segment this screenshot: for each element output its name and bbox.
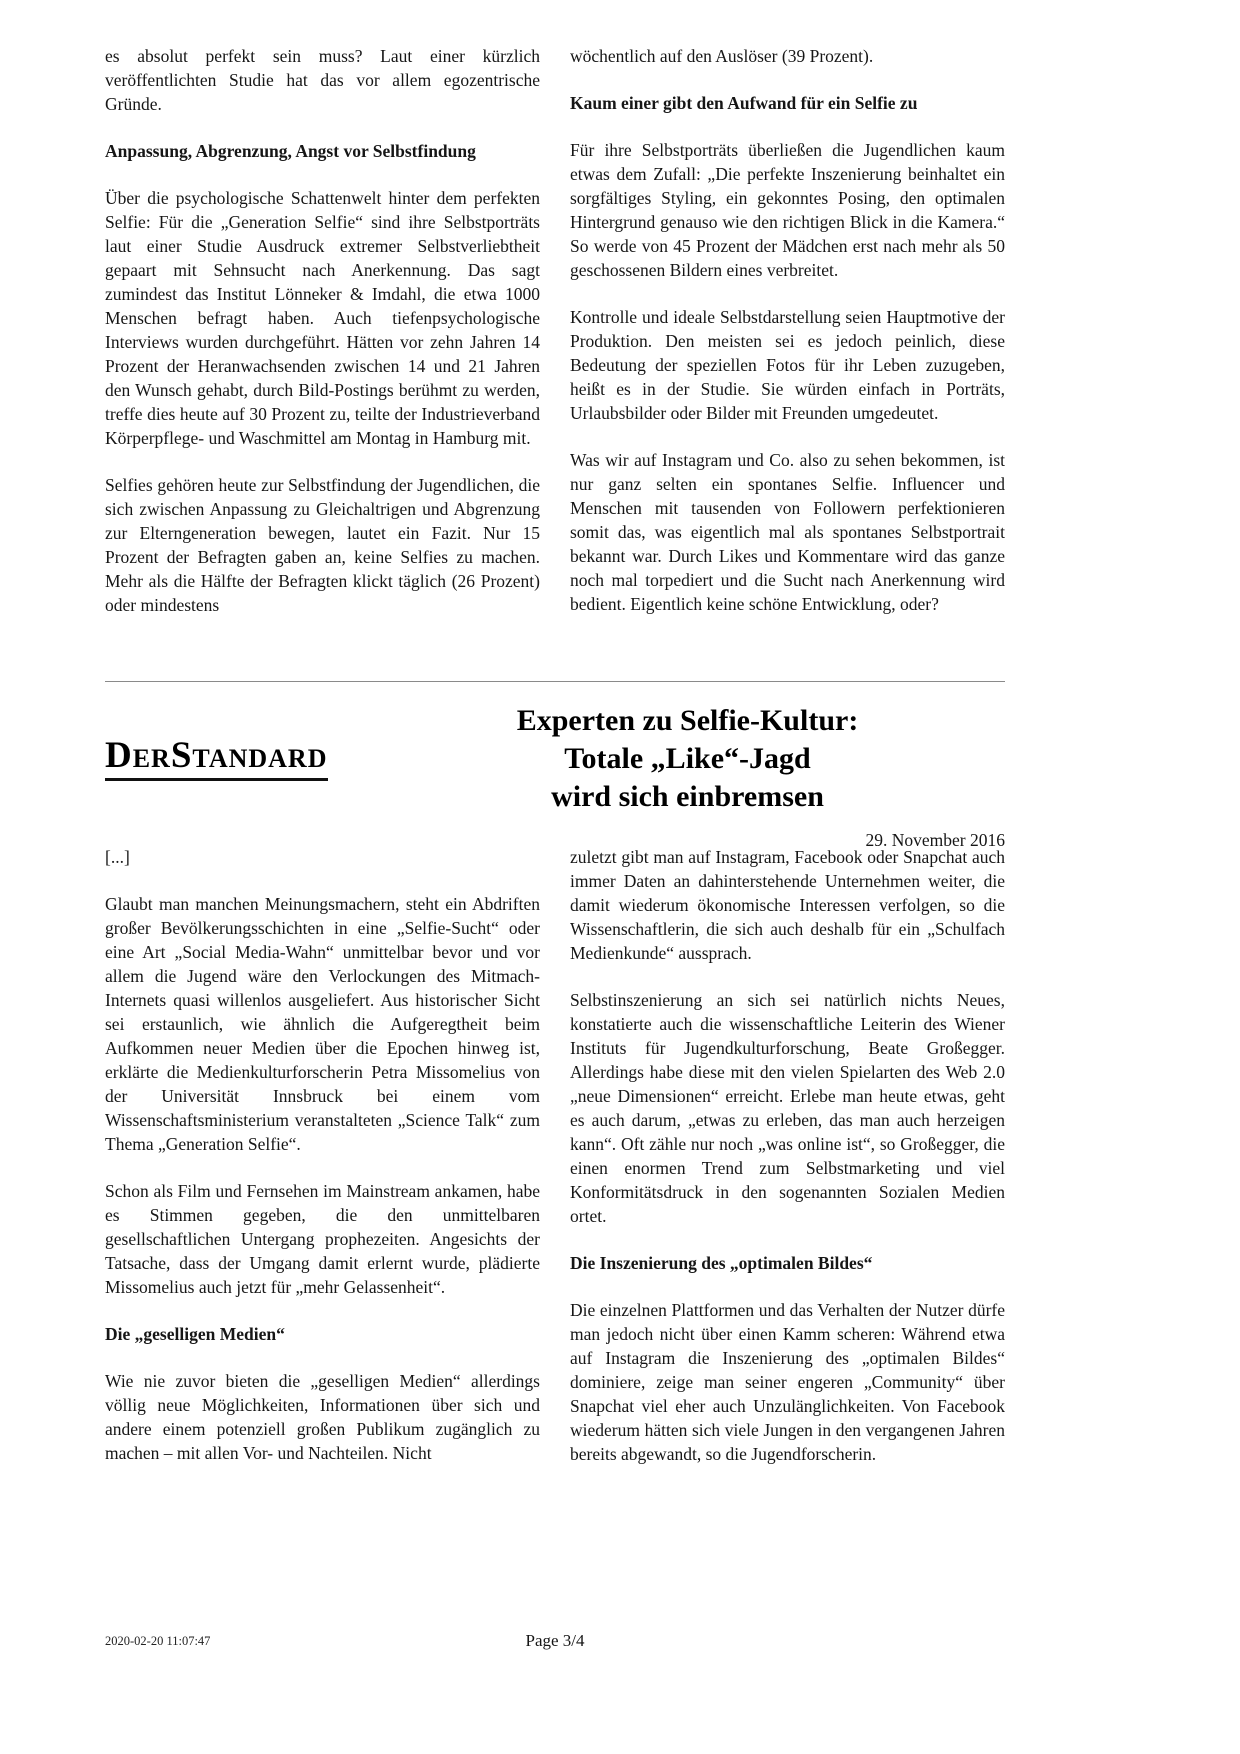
article-date: 29. November 2016: [865, 830, 1005, 850]
paragraph: Kontrolle und ideale Selbstdarstellung seien Hauptmotive der Produktion. Den meisten sei es jedoch peinlich, diese Bedeutung der speziellen Fotos für ihr Leben zuzugeben, heißt es in der Studie. Sie würden einfach in Porträts, Urlaubsbilder oder Bilder mit Freunden umgedeutet.: [570, 307, 1005, 423]
article-1: [105, 44, 1005, 640]
paragraph: wöchentlich auf den Auslöser (39 Prozent).: [570, 46, 874, 66]
article-2-header-row: [105, 702, 1005, 816]
paragraph: Glaubt man manchen Meinungsmachern, steht ein Abdriften großer Bevölkerungsschichten in eine „Selfie-Sucht“ oder eine Art „Social Media-Wahn“ unmittelbar bevor und vor allem die Jugend wäre den Verlockungen des Mitmach-Internets quasi willenlos ausgeliefert. Aus historischer Sicht sei erstaunlich, wie ähnlich die Aufgeregtheit beim Aufkommen neuer Medien über die Epochen hinweg ist, erklärte die Medienkulturforscherin Petra Missomelius von der Universität Innsbruck bei einem vom Wissenschaftsministerium veranstalteten „Science Talk“ zum Thema „Generation Selfie“.: [105, 894, 540, 1154]
derstandard-logo: DerStandard: [105, 737, 328, 781]
paragraph: Für ihre Selbstporträts überließen die Jugendlichen kaum etwas dem Zufall: „Die perfekte Inszenierung beinhaltet ein sorgfältiges Styling, ein gekonntes Posing, den optimalen Hintergrund genauso wie den richtigen Blick in die Kamera.“ So werde von 45 Prozent der Mädchen erst nach mehr als 50 geschossenen Bildern eines verbreitet.: [570, 140, 1005, 280]
article-1-right-column: [570, 44, 1005, 640]
page-number: Page 3/4: [525, 1631, 585, 1650]
section-heading: Die Inszenierung des „optimalen Bildes“: [570, 1253, 873, 1273]
article-divider: [105, 681, 1005, 682]
paragraph: Was wir auf Instagram und Co. also zu sehen bekommen, ist nur ganz selten ein spontanes Selfie. Influencer und Menschen mit tausenden von Followern perfektionieren somit das, was eigentlich mal als spontanes Selbstportrait bekannt war. Durch Likes und Kommentare wird das ganze noch mal torpediert und die Sucht nach Anerkennung wird bedient. Eigentlich keine schöne Entwicklung, oder?: [570, 450, 1005, 614]
article-2-left-column: [105, 845, 540, 1489]
paragraph: Wie nie zuvor bieten die „geselligen Medien“ allerdings völlig neue Möglichkeiten, Informationen über sich und andere einem potenziell großen Publikum zugänglich zu machen – mit allen Vor- und Nachteilen. Nicht: [105, 1371, 540, 1463]
page-footer: [105, 1628, 1005, 1654]
footer-timestamp: 2020-02-20 11:07:47: [105, 1634, 211, 1648]
article-1-columns: [105, 44, 1005, 640]
section-heading: Anpassung, Abgrenzung, Angst vor Selbstfindung: [105, 141, 476, 161]
paragraph: Selbstinszenierung an sich sei natürlich nichts Neues, konstatierte auch die wissenschaftliche Leiterin des Wiener Instituts für Jugendkulturforschung, Beate Großegger. Allerdings habe diese mit den vielen Spielarten des Web 2.0 „neue Dimensionen“ erreicht. Erlebe man heute etwas, geht es auch darum, „etwas zu erleben, das man auch herzeigen kann“. Oft zähle nur noch „was online ist“, so Großegger, die einen enormen Trend zum Selbstmarketing und viel Konformitätsdruck in den sogenannten Sozialen Medien ortet.: [570, 990, 1005, 1226]
paragraph: zuletzt gibt man auf Instagram, Facebook oder Snapchat auch immer Daten an dahinterstehende Unternehmen weiter, die damit wiederum ökonomische Interessen verfolgen, so die Wissenschaftlerin, die sich auch deshalb für ein „Schulfach Medienkunde“ aussprach.: [570, 847, 1005, 963]
paragraph: Selfies gehören heute zur Selbstfindung der Jugendlichen, die sich zwischen Anpassung zu Gleichaltrigen und Abgrenzung zur Elterngeneration bewegen, lautet ein Fazit. Nur 15 Prozent der Befragten gaben an, keine Selfies zu machen. Mehr als die Hälfte der Befragten klickt täglich (26 Prozent) oder mindestens: [105, 475, 540, 615]
paragraph: Schon als Film und Fernsehen im Mainstream ankamen, habe es Stimmen gegeben, die den unmittelbaren gesellschaftlichen Untergang prophezeiten. Angesichts der Tatsache, dass der Umgang damit erlernt wurde, plädierte Missomelius auch jetzt für „mehr Gelassenheit“.: [105, 1181, 540, 1297]
article-2-columns: [105, 845, 1005, 1489]
article-1-left-column: [105, 44, 540, 640]
article-title-line: Experten zu Selfie-Kultur:: [516, 704, 859, 737]
article-title: [370, 702, 1005, 816]
article-title-line: Totale „Like“-Jagd: [564, 742, 811, 775]
section-heading: Die „geselligen Medien“: [105, 1324, 285, 1344]
paragraph: Die einzelnen Plattformen und das Verhalten der Nutzer dürfe man jedoch nicht über einen Kamm scheren: Während etwa auf Instagram die Inszenierung des „optimalen Bildes“ dominiere, zeige man seiner engeren „Community“ über Snapchat viel eher auch Unzulänglichkeiten. Von Facebook wiederum hätten sich viele Jungen in den vergangenen Jahren bereits abgewandt, so die Jugendforscherin.: [570, 1300, 1005, 1464]
article-2: [105, 845, 1005, 1489]
paragraph: Über die psychologische Schattenwelt hinter dem perfekten Selfie: Für die „Generation Selfie“ sind ihre Selbstporträts laut einer Studie Ausdruck extremer Selbstverliebtheit gepaart mit Sehnsucht nach Anerkennung. Das sagt zumindest das Institut Lönneker & Imdahl, die etwa 1000 Menschen befragt haben. Auch tiefenpsychologische Interviews wurden durchgeführt. Hätten vor zehn Jahren 14 Prozent der Heranwachsenden zwischen 14 und 21 Jahren den Wunsch gehabt, durch Bild-Postings berühmt zu werden, treffe dies heute auf 30 Prozent zu, teilte der Industrieverband Körperpflege- und Waschmittel am Montag in Hamburg mit.: [105, 188, 540, 448]
paragraph: [...]: [105, 847, 130, 867]
paragraph: es absolut perfekt sein muss? Laut einer kürzlich veröffentlichten Studie hat das vor allem egozentrische Gründe.: [105, 46, 540, 114]
article-2-header: [105, 702, 1005, 851]
logo-box: [105, 737, 370, 781]
article-2-right-column: [570, 845, 1005, 1489]
section-heading: Kaum einer gibt den Aufwand für ein Selfie zu: [570, 93, 918, 113]
article-title-line: wird sich einbremsen: [551, 780, 824, 813]
